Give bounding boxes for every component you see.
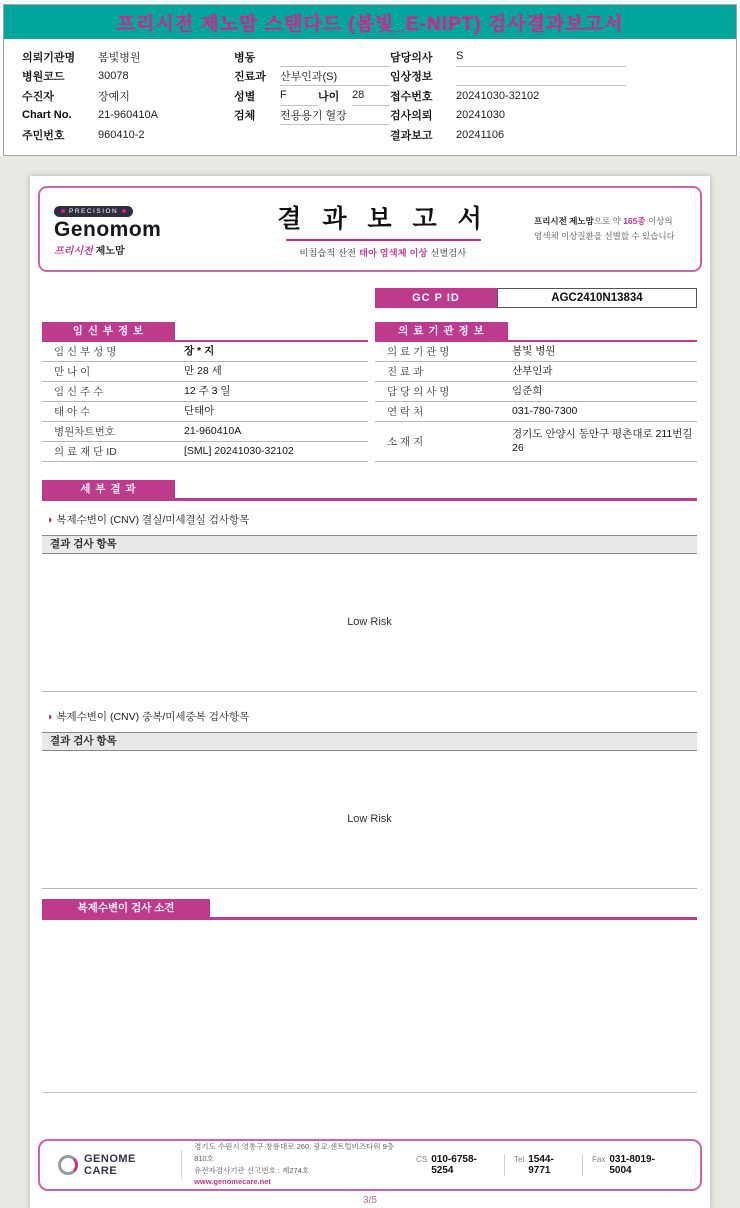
table-row	[375, 382, 697, 402]
field-label: 성별	[234, 90, 256, 103]
field-value: 전용용기 혈장	[280, 106, 390, 126]
field-label: 접수번호	[390, 90, 433, 103]
dot-icon	[122, 209, 126, 213]
tagline-bold: 프리시전 제노맘	[534, 216, 594, 227]
field-value: 산부인과(S)	[280, 67, 390, 87]
divider-line	[42, 1092, 697, 1093]
cs-contact	[407, 1154, 504, 1176]
field-label: 나이	[318, 90, 340, 103]
info-column-1	[22, 47, 234, 145]
field-label: 검사의뢰	[390, 110, 433, 123]
cnv-duplication-result	[42, 751, 697, 889]
table-row	[42, 442, 368, 462]
address-line-2: 유전자검사기관 신고번호 : 제274호	[194, 1165, 310, 1175]
contact-number: 031-8019-5004	[609, 1153, 655, 1176]
info-tables	[42, 322, 697, 462]
table-row	[375, 342, 697, 362]
table-title-wrap	[42, 322, 368, 342]
risk-result-text: Low Risk	[347, 616, 392, 628]
table-row	[375, 362, 697, 382]
website-link[interactable]: www.genomecare.net	[194, 1177, 271, 1187]
row-value: 12 주 3 일	[184, 384, 231, 397]
cnv-deletion-result	[42, 554, 697, 692]
info-row	[22, 67, 234, 87]
info-row-gender-age	[234, 86, 390, 106]
detail-section-header	[42, 480, 697, 501]
logo-korean	[54, 242, 232, 257]
half-circle-icon: ◑	[46, 513, 53, 526]
table-title-wrap	[375, 322, 697, 342]
field-value: 30078	[98, 70, 129, 83]
info-row	[390, 125, 720, 145]
precision-label: PRECISION	[69, 207, 119, 215]
cnv-deletion-heading	[46, 513, 697, 527]
field-value: 장예지	[98, 90, 130, 103]
field-label: 병동	[234, 51, 256, 64]
field-label: 임상정보	[390, 71, 433, 84]
contact-number: 010-6758-5254	[431, 1153, 477, 1176]
field-label: 담당의사	[390, 51, 433, 64]
table-row	[375, 402, 697, 422]
field-label: 검체	[234, 110, 256, 123]
table-row	[42, 342, 368, 362]
info-row	[390, 67, 720, 87]
opinion-section-title: 복제수변이 검사 소견	[42, 899, 210, 917]
footer-divider	[181, 1150, 182, 1180]
clinic-info-table	[375, 322, 697, 462]
document-header	[3, 4, 737, 156]
field-label: 수진자	[22, 90, 54, 103]
logo-korean-rest: 제노맘	[95, 245, 125, 257]
info-row	[22, 125, 234, 145]
footer-address	[194, 1141, 407, 1188]
table-row	[42, 382, 368, 402]
field-label: 진료과	[234, 71, 266, 84]
address-line-1: 경기도 수원시 영통구 창룡대로 260, 광교 센트럴비즈타워 9층 810호	[194, 1142, 395, 1163]
info-column-2	[234, 47, 390, 145]
field-label: 결과보고	[390, 129, 433, 142]
gcpid-value: AGC2410N13834	[497, 288, 697, 308]
page-number: 3/5	[363, 1194, 377, 1206]
row-label: 임 신 주 수	[54, 385, 104, 398]
sheet-subtitle	[232, 246, 534, 259]
row-value: 031-780-7300	[512, 404, 578, 417]
result-column-header: 결과 검사 항목	[42, 732, 697, 751]
genomom-logo	[54, 200, 232, 257]
row-value: 산부인과	[512, 364, 553, 377]
result-column-header: 결과 검사 항목	[42, 535, 697, 554]
info-row	[390, 106, 720, 126]
cnv-heading-text: 복제수변이 (CNV) 결실/미세결실 검사항목	[56, 513, 250, 526]
logo-korean-highlight: 프리시전	[54, 245, 93, 257]
mother-table-title: 임 신 부 정 보	[42, 322, 175, 340]
field-value: S	[456, 47, 626, 67]
field-label: Chart No.	[22, 109, 72, 122]
field-value	[280, 47, 390, 67]
subtitle-highlight: 태아 염색체 이상	[359, 247, 428, 258]
sheet-tagline	[534, 214, 686, 243]
info-row	[234, 106, 390, 126]
row-label: 진 료 과	[387, 365, 424, 378]
row-label: 담 당 의 사 명	[387, 385, 450, 398]
subtitle-pre: 비침습적 산전	[299, 247, 360, 258]
info-row	[22, 47, 234, 67]
row-label: 병원차트번호	[54, 425, 115, 438]
contact-label: Tel	[514, 1154, 525, 1164]
tel-contact	[504, 1154, 582, 1176]
row-label: 임 신 부 성 명	[54, 345, 117, 358]
field-label: 의뢰기관명	[22, 51, 76, 64]
cnv-duplication-heading	[46, 710, 697, 724]
tagline-line2: 염색체 이상질환을 선별할 수 있습니다	[534, 230, 675, 241]
tagline-highlight: 165종	[623, 216, 646, 227]
patient-info-header	[4, 39, 736, 155]
row-label: 태 아 수	[54, 405, 91, 418]
sheet-title-block	[232, 199, 534, 259]
field-value: 960410-2	[98, 128, 145, 141]
info-row	[390, 47, 720, 67]
row-value: 임준희	[512, 384, 543, 397]
cnv-heading-text: 복제수변이 (CNV) 중복/미세중복 검사항목	[56, 710, 250, 723]
info-row	[234, 67, 390, 87]
table-row	[42, 422, 368, 442]
row-value: 단태아	[184, 404, 215, 417]
row-label: 의 료 재 단 ID	[54, 445, 117, 458]
info-column-3	[390, 47, 720, 145]
report-title: 프리시전 제노맘 스탠다드 (봄빛_E-NIPT) 검사결과보고서	[116, 13, 624, 35]
info-row	[390, 86, 720, 106]
sheet-header-box	[38, 186, 702, 272]
field-value: 봄빛병원	[98, 51, 141, 64]
title-underline	[286, 239, 481, 241]
field-value	[456, 67, 626, 87]
row-value: 21-960410A	[184, 424, 242, 437]
footer-contacts	[407, 1154, 682, 1176]
field-value: 20241030	[456, 109, 505, 122]
field-value: 20241106	[456, 128, 505, 141]
row-label: 만 나 이	[54, 365, 91, 378]
row-value: 봄빛 병원	[512, 344, 556, 357]
field-value: 20241030-32102	[456, 89, 540, 102]
genomecare-brand: GENOME CARE	[84, 1152, 136, 1177]
field-value: F	[280, 86, 318, 106]
genomecare-logo-icon	[58, 1155, 78, 1175]
table-row	[42, 362, 368, 382]
tagline-mid: 으로 약	[593, 216, 624, 227]
contact-label: CS	[416, 1154, 428, 1164]
gcpid-label: GC P ID	[375, 288, 497, 308]
result-sheet	[30, 176, 710, 1208]
detail-section-title: 세 부 결 과	[42, 480, 175, 498]
contact-label: Fax	[592, 1154, 606, 1164]
gcpid-row	[375, 288, 697, 308]
half-circle-icon: ◑	[46, 710, 53, 723]
row-label: 연 락 처	[387, 405, 424, 418]
report-title-bar	[4, 5, 736, 39]
row-label: 소 재 지	[387, 435, 424, 448]
row-value: 만 28 세	[184, 364, 222, 377]
field-value: 28	[352, 86, 390, 106]
field-value: 21-960410A	[98, 109, 158, 122]
tagline-tail: 이상의	[645, 216, 673, 227]
contact-number: 1544-9771	[528, 1153, 554, 1176]
subtitle-post: 선별검사	[427, 247, 467, 258]
row-label: 의 료 기 관 명	[387, 345, 450, 358]
table-row	[375, 422, 697, 462]
opinion-section-header	[42, 899, 697, 920]
info-row	[22, 106, 234, 126]
sheet-title: 결 과 보 고 서	[277, 204, 489, 233]
field-label: 병원코드	[22, 71, 65, 84]
info-row	[234, 47, 390, 67]
footer-box	[38, 1139, 702, 1191]
mother-info-table	[42, 322, 368, 462]
field-label: 주민번호	[22, 129, 65, 142]
info-row	[22, 86, 234, 106]
risk-result-text: Low Risk	[347, 813, 392, 825]
logo-wordmark: Genomom	[54, 217, 162, 241]
precision-badge	[54, 206, 133, 217]
row-value: 장 * 지	[184, 344, 215, 357]
clinic-table-title: 의 료 기 관 정 보	[375, 322, 508, 340]
table-row	[42, 402, 368, 422]
fax-contact	[582, 1154, 682, 1176]
dot-icon	[61, 209, 65, 213]
row-value: [SML] 20241030-32102	[184, 444, 294, 457]
page-background	[0, 156, 740, 1208]
row-value: 경기도 안양시 동안구 평촌대로 211번길 26	[512, 427, 693, 454]
